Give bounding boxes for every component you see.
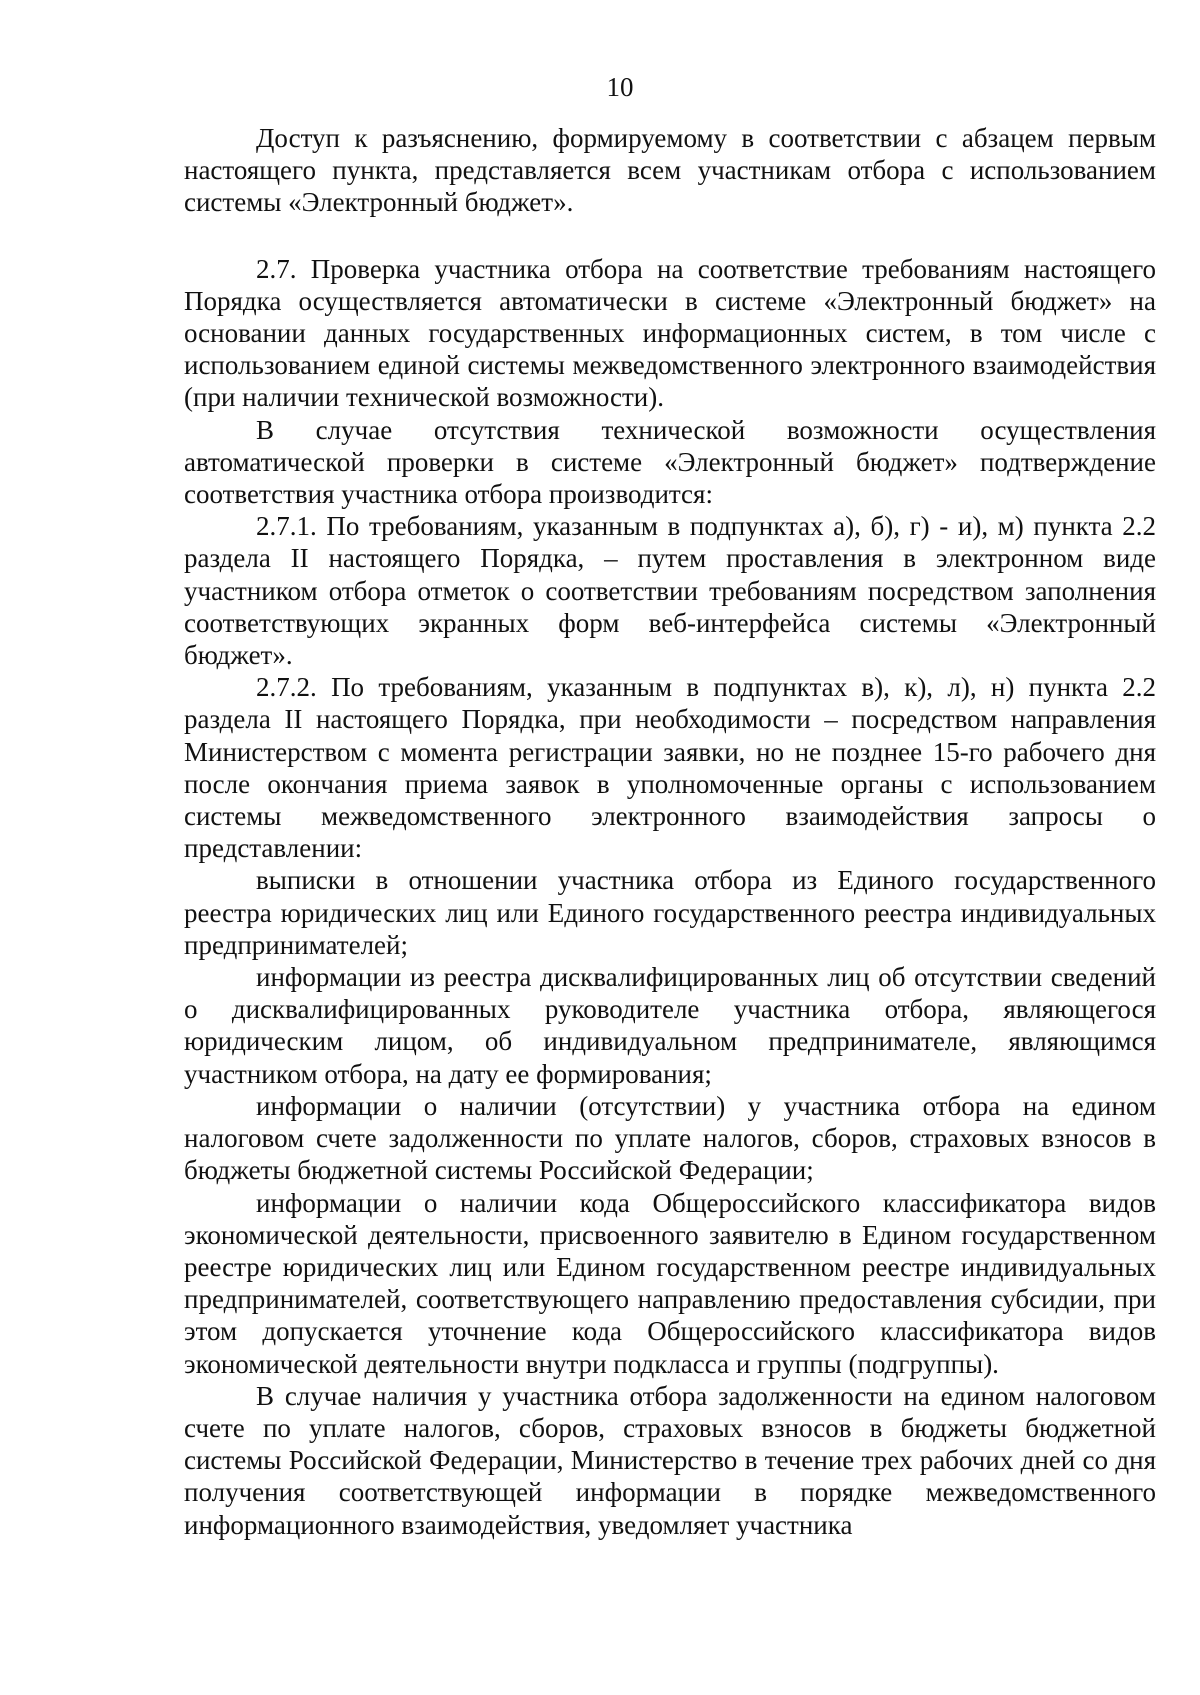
paragraph-2-7: 2.7. Проверка участника отбора на соответствие требованиям настоящего Порядка осуществляется автоматически в системе «Электронный бюджет» на основании данных государственных информационных систем, в том числе с использованием единой системы межведомственного электронного взаимодействия (при наличии технической возможности). (184, 253, 1156, 413)
paragraph-access-clarification: Доступ к разъяснению, формируемому в соответствии с абзацем первым настоящего пункта, представляется всем участникам отбора с использованием системы «Электронный бюджет». (184, 123, 1156, 218)
paragraph-2-7-2: 2.7.2. По требованиям, указанным в подпунктах в), к), л), н) пункта 2.2 раздела II настоящего Порядка, при необходимости – посредством направления Министерством с момента регистрации заявки, но не позднее 15-го рабочего дня после окончания приема заявок в уполномоченные органы с использованием системы межведомственного электронного взаимодействия запросы о представлении: (184, 672, 1156, 864)
paragraph-2-7-1: 2.7.1. По требованиям, указанным в подпунктах а), б), г) - и), м) пункта 2.2 раздела II настоящего Порядка, – путем проставления в электронном виде участником отбора отметок о соответствии требованиям посредством заполнения соответствующих экранных форм веб-интерфейса системы «Электронный бюджет». (184, 511, 1156, 671)
list-item-disqualified-registry: информации из реестра дисквалифицированных лиц об отсутствии сведений о дисквалифицированных руководителе участника отбора, являющегося юридическим лицом, об индивидуальном предпринимателе, являющимся участником отбора, на дату ее формирования; (184, 962, 1156, 1089)
list-item-egrul-extract: выписки в отношении участника отбора из Единого государственного реестра юридических лиц или Единого государственного реестра индивидуальных предпринимателей; (184, 865, 1156, 960)
paragraph-debt-notification: В случае наличия у участника отбора задолженности на едином налоговом счете по уплате налогов, сборов, страховых взносов в бюджеты бюджетной системы Российской Федерации, Министерство в течение трех рабочих дней со дня получения соответствующей информации в порядке межведомственного информационного взаимодействия, уведомляет участника (184, 1380, 1156, 1540)
document-body (184, 122, 1156, 1541)
paragraph-no-technical-possibility: В случае отсутствия технической возможности осуществления автоматической проверки в системе «Электронный бюджет» подтверждение соответствия участника отбора производится: (184, 414, 1156, 510)
page-number: 10 (606, 72, 634, 102)
list-item-okved-code: информации о наличии кода Общероссийского классификатора видов экономической деятельности, присвоенного заявителю в Едином государственном реестре юридических лиц или Едином государственном реестре индивидуальных предпринимателей, соответствующего направлению предоставления субсидии, при этом допускается уточнение кода Общероссийского классификатора видов экономической деятельности внутри подкласса и группы (подгруппы). (184, 1187, 1156, 1379)
list-item-tax-debt: информации о наличии (отсутствии) у участника отбора на едином налоговом счете задолженности по уплате налогов, сборов, страховых взносов в бюджеты бюджетной системы Российской Федерации; (184, 1090, 1156, 1186)
